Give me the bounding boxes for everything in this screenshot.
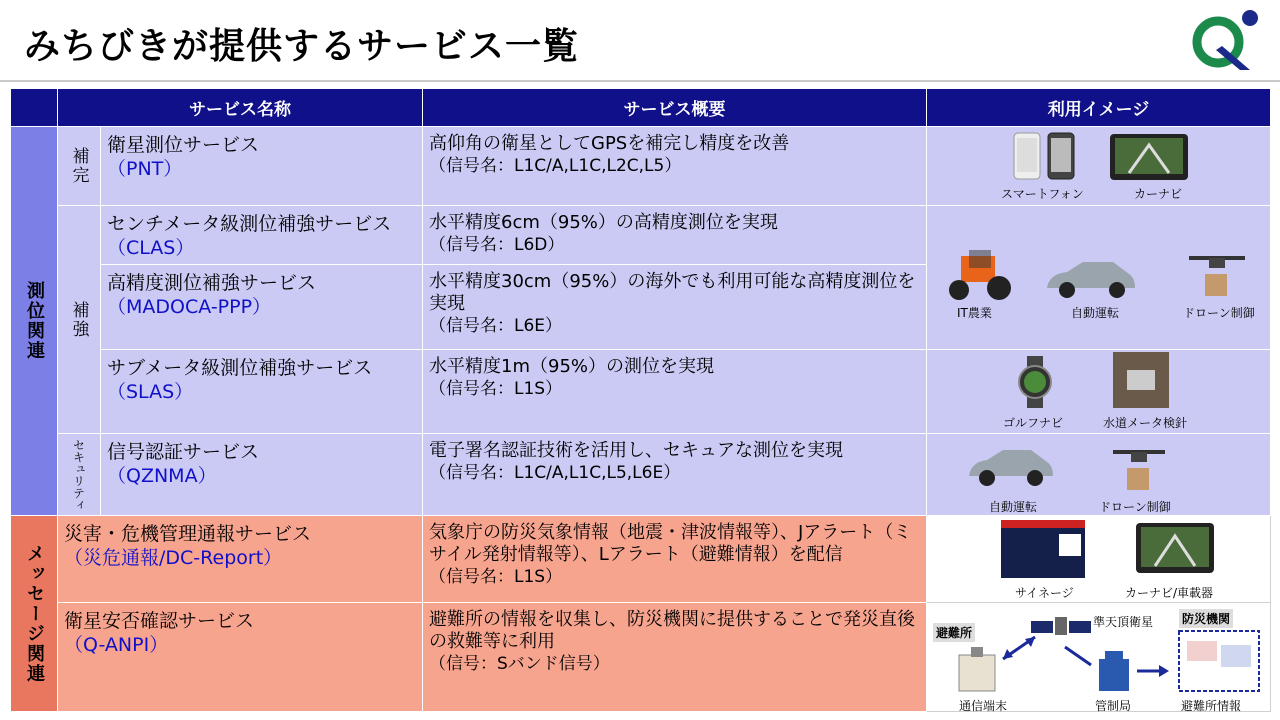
signal-text: （信号名：L6E）	[429, 316, 563, 337]
summary-qznma	[423, 434, 927, 516]
shelter-info-icon	[1177, 629, 1261, 693]
link-arrow-icon	[1135, 663, 1171, 679]
summary-text: 気象庁の防災気象情報（地震・津波情報等）、Jアラート（ミサイル発射情報等）、Lアラート（避難情報）を配信	[429, 522, 912, 565]
summary-text: 避難所の情報を収集し、防災機関に提供することで発災直後の救難等に利用	[429, 609, 915, 652]
image-pnt	[927, 127, 1271, 206]
caption-smartphone: スマートフォン	[1001, 187, 1084, 201]
shelter-tag: 避難所	[933, 623, 975, 642]
summary-text: 水平精度1m（95%）の測位を実現	[429, 356, 714, 377]
summary-text: 水平精度6cm（95%）の高精度測位を実現	[429, 212, 778, 233]
car-navigation-icon	[1109, 133, 1189, 181]
subgroup-augment	[58, 206, 101, 434]
car-navigation-icon	[1135, 522, 1215, 574]
services-table	[10, 88, 1271, 712]
image-augment	[927, 206, 1271, 350]
caption-terminal: 通信端末	[959, 699, 1008, 713]
drone-icon	[1185, 248, 1249, 300]
summary-text: 水平精度30cm（95%）の海外でも利用可能な高精度測位を実現	[429, 271, 916, 315]
service-code: （Q-ANPI）	[64, 634, 169, 656]
caption-shelter-info: 避難所情報	[1181, 699, 1242, 713]
image-slas	[927, 350, 1271, 434]
summary-clas	[423, 206, 927, 265]
title-divider	[0, 80, 1280, 82]
service-dc-report	[58, 516, 423, 603]
car-icon	[1043, 258, 1137, 302]
service-name: センチメータ級測位補強サービス	[107, 213, 392, 235]
signage-icon	[1001, 520, 1085, 578]
control-station-icon	[1095, 651, 1133, 691]
signal-text: （信号名：L1S）	[429, 379, 563, 399]
image-qznma	[927, 434, 1271, 516]
car-icon	[965, 448, 1055, 490]
caption-it-farming: IT農業	[957, 306, 992, 320]
smartphone-icon	[1013, 132, 1041, 180]
group-positioning	[11, 127, 58, 516]
signal-text: （信号名：L1C/A,L1C,L2C,L5）	[429, 156, 682, 176]
signal-text: （信号名：L6D）	[429, 235, 565, 255]
caption-carnavi-vehicle: カーナビ/車載器	[1125, 586, 1214, 600]
golf-watch-icon	[1015, 356, 1055, 408]
service-code: （SLAS）	[107, 381, 194, 403]
terminal-icon	[957, 647, 997, 693]
service-code: （MADOCA-PPP）	[107, 296, 272, 319]
header-service-name: サービス名称	[58, 89, 423, 127]
subgroup-security-label: セキュリティ	[71, 438, 86, 511]
service-code: （CLAS）	[107, 237, 195, 259]
summary-text: 電子署名認証技術を活用し、セキュアな測位を実現	[429, 440, 843, 461]
service-name: 衛星測位サービス	[107, 134, 260, 156]
service-q-anpi	[58, 603, 423, 712]
service-name: 高精度測位補強サービス	[107, 272, 317, 295]
caption-satellite: 準天頂衛星	[1093, 615, 1154, 629]
tractor-icon	[941, 248, 1021, 302]
image-q-anpi	[927, 603, 1271, 712]
caption-golf: ゴルフナビ	[1003, 416, 1064, 430]
service-code: （PNT）	[107, 158, 183, 180]
service-madoca	[101, 265, 423, 350]
header-blank	[11, 89, 58, 127]
signal-text: （信号名：L1C/A,L1C,L5,L6E）	[429, 463, 681, 483]
page-title: みちびきが提供するサービス一覧	[24, 26, 580, 67]
caption-drone: ドローン制御	[1183, 306, 1255, 320]
subgroup-augment-label: 補強	[68, 300, 89, 339]
signal-text: （信号：Sバンド信号）	[429, 654, 610, 674]
summary-slas	[423, 350, 927, 434]
signal-text: （信号名：L1S）	[429, 567, 563, 587]
service-clas	[101, 206, 423, 265]
service-slas	[101, 350, 423, 434]
group-messaging-label: メッセージ関連	[24, 543, 45, 684]
subgroup-complement	[58, 127, 101, 206]
summary-pnt	[423, 127, 927, 206]
subgroup-security	[58, 434, 101, 516]
service-name: サブメータ級測位補強サービス	[107, 357, 373, 379]
caption-carnavi: カーナビ	[1134, 187, 1183, 201]
image-dc-report	[927, 516, 1271, 603]
summary-q-anpi	[423, 603, 927, 712]
summary-dc-report	[423, 516, 927, 603]
caption-drone: ドローン制御	[1099, 500, 1171, 514]
service-pnt	[101, 127, 423, 206]
satellite-icon	[1031, 609, 1091, 649]
header-service-summary: サービス概要	[423, 89, 927, 127]
service-name: 衛星安否確認サービス	[64, 610, 255, 632]
caption-water-meter: 水道メータ検針	[1103, 416, 1188, 430]
caption-autonomous: 自動運転	[989, 500, 1038, 514]
caption-autonomous: 自動運転	[1071, 306, 1120, 320]
caption-control-station: 管制局	[1095, 699, 1132, 713]
service-code: （災危通報/DC-Report）	[64, 547, 283, 569]
qzss-logo-icon	[1192, 8, 1258, 72]
caption-signage: サイネージ	[1015, 586, 1074, 600]
summary-text: 高仰角の衛星としてGPSを補完し精度を改善	[429, 133, 790, 154]
group-messaging	[11, 516, 58, 712]
link-arrow-icon	[1063, 645, 1093, 669]
disaster-agency-tag: 防災機関	[1179, 609, 1233, 628]
service-code: （QZNMA）	[107, 465, 217, 487]
service-name: 信号認証サービス	[107, 441, 260, 463]
drone-icon	[1109, 442, 1169, 492]
service-name: 災害・危機管理通報サービス	[64, 523, 312, 545]
header-usage-image: 利用イメージ	[927, 89, 1271, 127]
group-positioning-label: 測位関連	[24, 281, 45, 361]
subgroup-complement-label: 補完	[68, 147, 89, 185]
summary-madoca	[423, 265, 927, 350]
smartphone-icon	[1047, 132, 1075, 180]
service-qznma	[101, 434, 423, 516]
water-meter-icon	[1113, 352, 1169, 408]
